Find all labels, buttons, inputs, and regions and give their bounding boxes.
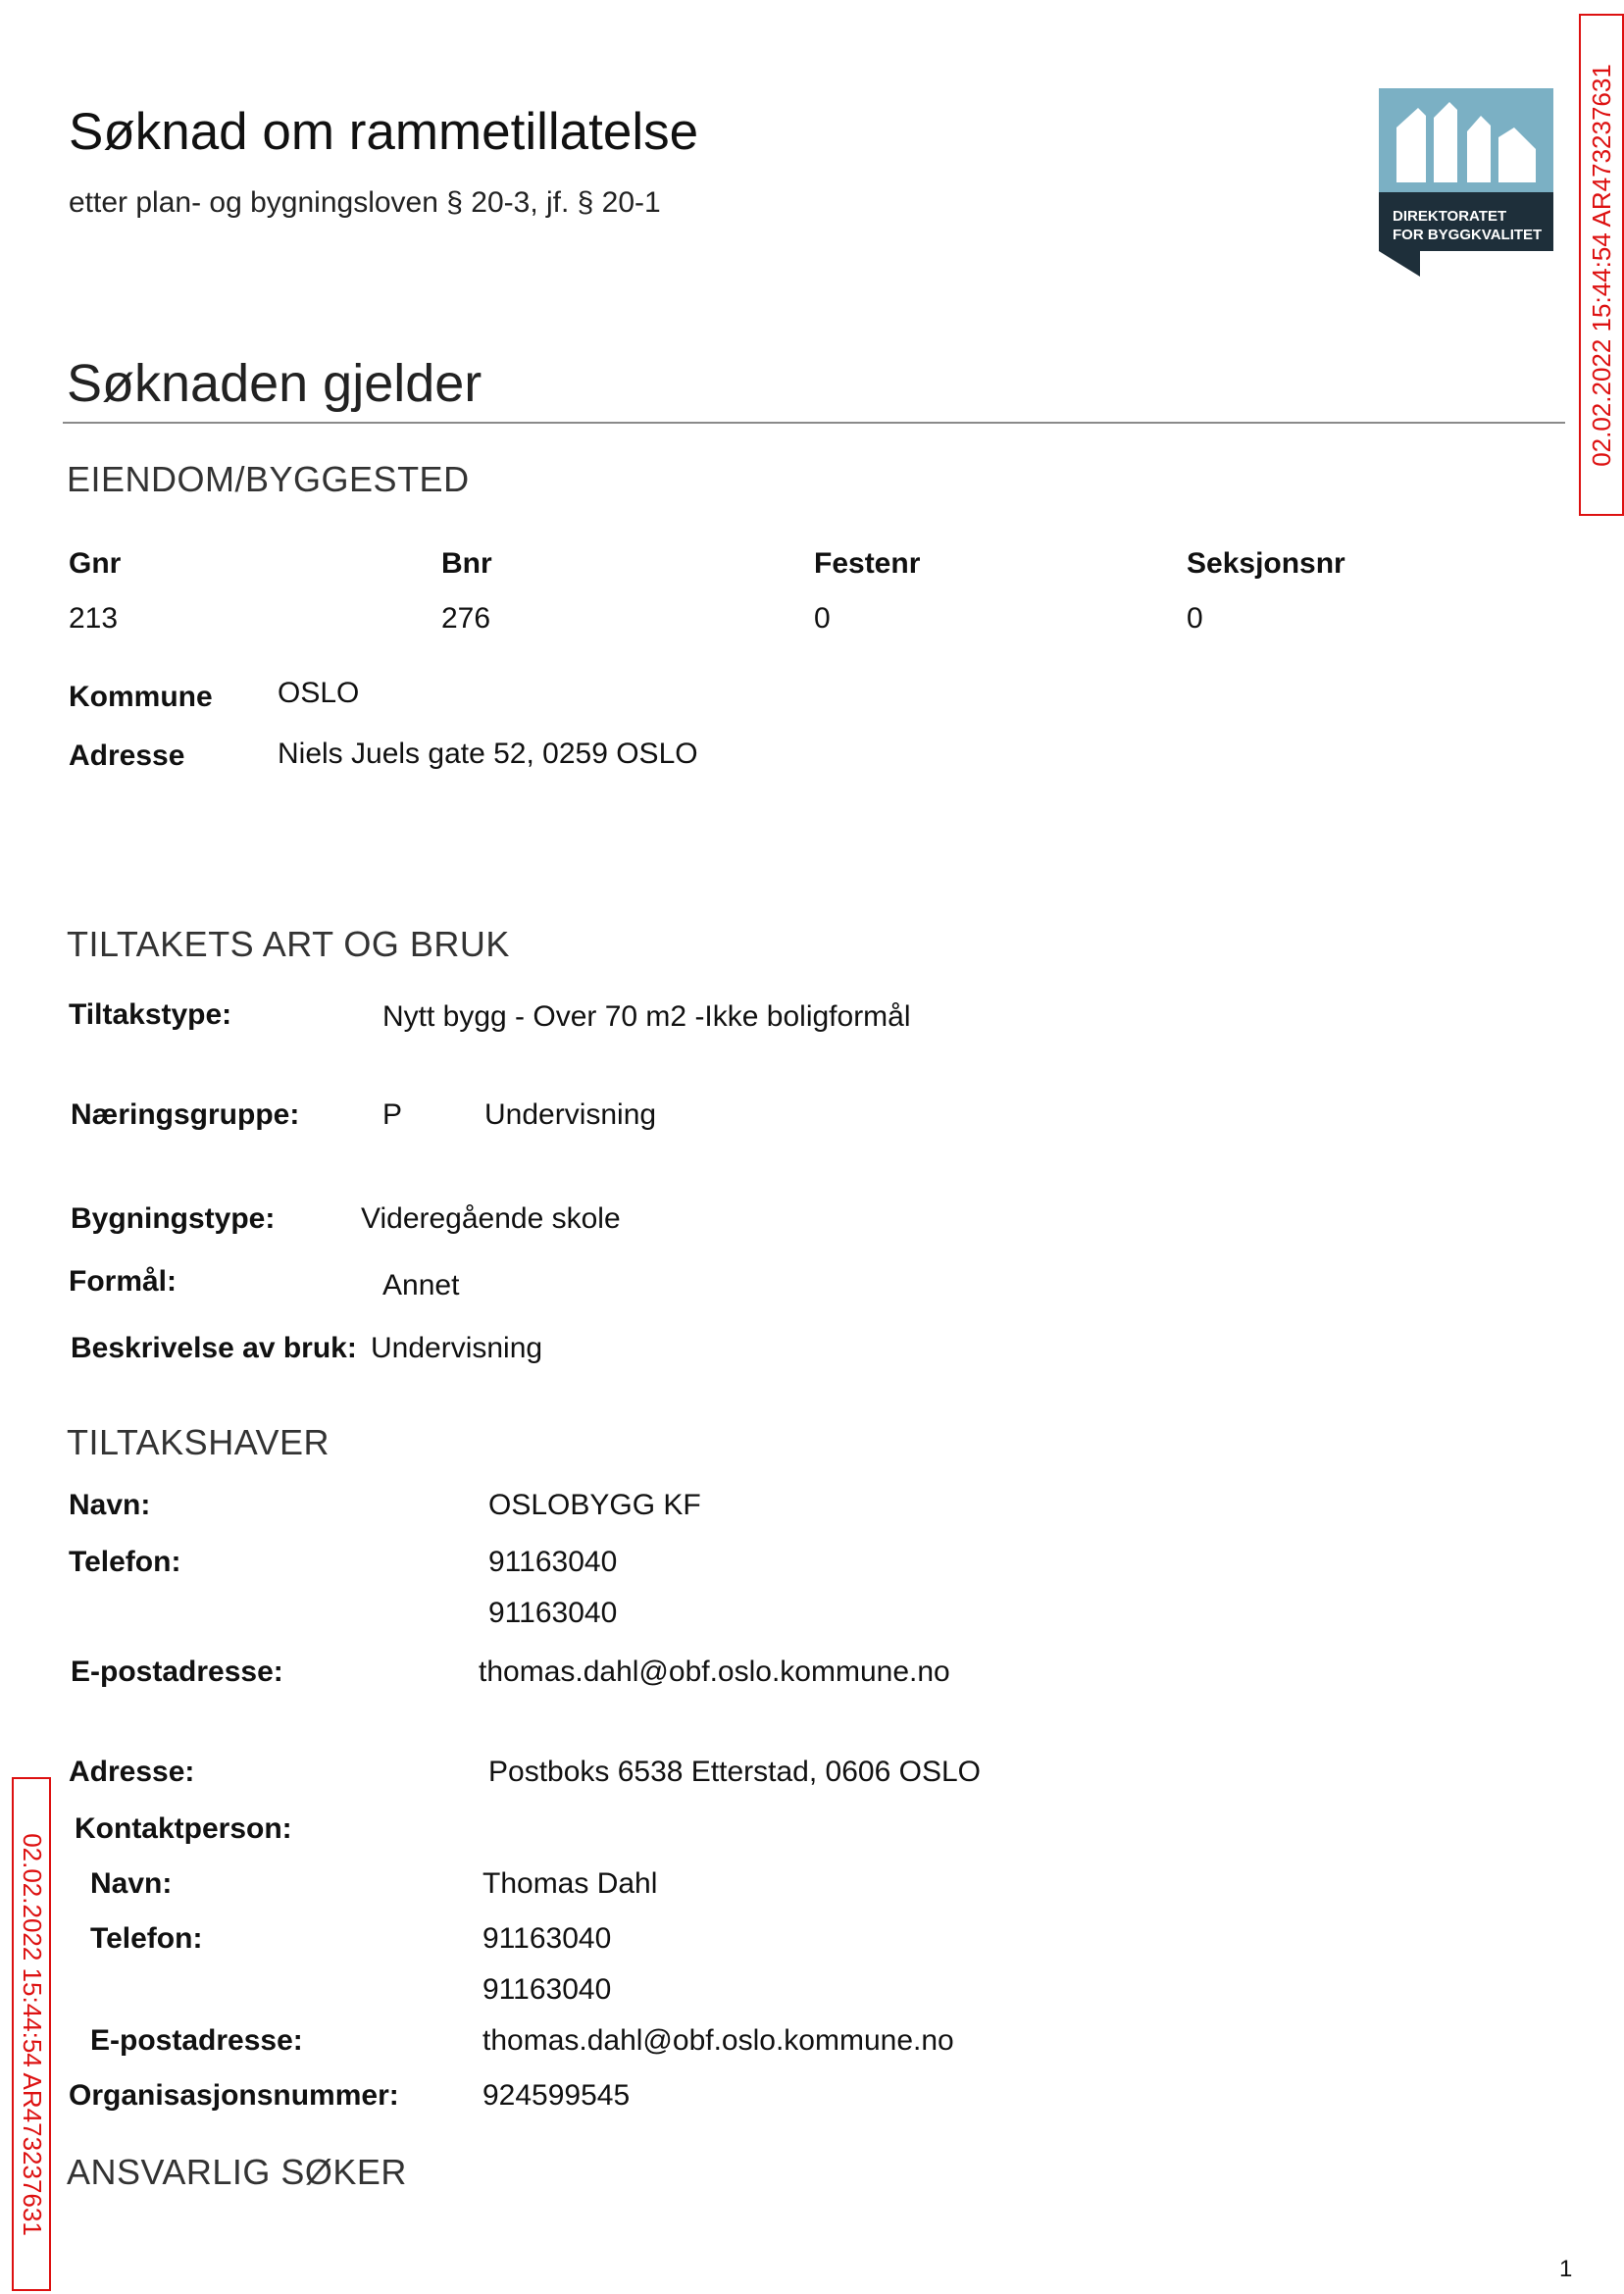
kontakt-navn-label: Navn: bbox=[90, 1867, 173, 1900]
festenr-value: 0 bbox=[814, 602, 831, 635]
dibk-logo bbox=[1379, 88, 1553, 277]
bygningstype-label: Bygningstype: bbox=[71, 1202, 276, 1235]
tiltakshaver-epost-value: thomas.dahl@obf.oslo.kommune.no bbox=[479, 1656, 950, 1688]
adresse-value: Niels Juels gate 52, 0259 OSLO bbox=[278, 738, 698, 770]
ansvarlig-soker-heading: ANSVARLIG SØKER bbox=[67, 2152, 407, 2192]
kommune-label: Kommune bbox=[69, 681, 213, 713]
tiltakshaver-adresse-label: Adresse: bbox=[69, 1756, 195, 1788]
section-divider bbox=[63, 422, 1565, 424]
tiltakshaver-telefon1: 91163040 bbox=[488, 1546, 618, 1578]
tiltakshaver-telefon2: 91163040 bbox=[488, 1597, 618, 1629]
tiltakshaver-heading: TILTAKSHAVER bbox=[67, 1422, 330, 1462]
seksjonsnr-value: 0 bbox=[1187, 602, 1203, 635]
kontakt-telefon2: 91163040 bbox=[482, 1973, 612, 2006]
tiltakshaver-navn-label: Navn: bbox=[69, 1489, 151, 1521]
tiltakstype-value: Nytt bygg - Over 70 m2 -Ikke boligformål bbox=[382, 1000, 911, 1033]
beskrivelse-label: Beskrivelse av bruk: bbox=[71, 1332, 357, 1364]
formal-value: Annet bbox=[382, 1269, 460, 1301]
tiltakshaver-adresse-value: Postboks 6538 Etterstad, 0606 OSLO bbox=[488, 1756, 981, 1788]
formal-label: Formål: bbox=[69, 1265, 178, 1298]
naeringsgruppe-code: P bbox=[382, 1098, 403, 1131]
logo-text-line2: FOR BYGGKVALITET bbox=[1393, 227, 1543, 243]
document-title: Søknad om rammetillatelse bbox=[69, 103, 699, 161]
kontakt-telefon1: 91163040 bbox=[482, 1922, 612, 1955]
gnr-label: Gnr bbox=[69, 547, 122, 580]
eiendom-heading: EIENDOM/BYGGESTED bbox=[67, 459, 470, 499]
section-title: Søknaden gjelder bbox=[67, 354, 482, 413]
kontakt-navn-value: Thomas Dahl bbox=[482, 1867, 658, 1900]
tiltakshaver-epost-label: E-postadresse: bbox=[71, 1656, 283, 1688]
adresse-label: Adresse bbox=[69, 739, 185, 772]
kontakt-epost-label: E-postadresse: bbox=[90, 2024, 303, 2057]
archive-stamp-bottom bbox=[12, 1777, 51, 2291]
kommune-value: OSLO bbox=[278, 677, 360, 709]
naeringsgruppe-label: Næringsgruppe: bbox=[71, 1098, 300, 1131]
orgnr-label: Organisasjonsnummer: bbox=[69, 2079, 399, 2112]
page-number: 1 bbox=[1559, 2256, 1573, 2282]
archive-stamp-text: 02.02.2022 15:44:54 AR473237631 bbox=[17, 1832, 47, 2236]
tiltakshaver-telefon-label: Telefon: bbox=[69, 1546, 181, 1578]
document-subtitle: etter plan- og bygningsloven § 20-3, jf. § 20-1 bbox=[69, 186, 661, 219]
kontakt-epost-value: thomas.dahl@obf.oslo.kommune.no bbox=[482, 2024, 954, 2057]
kontaktperson-label: Kontaktperson: bbox=[75, 1812, 292, 1845]
tiltakshaver-navn-value: OSLOBYGG KF bbox=[488, 1489, 701, 1521]
seksjonsnr-label: Seksjonsnr bbox=[1187, 547, 1345, 580]
archive-stamp-top bbox=[1579, 14, 1624, 516]
tiltak-heading: TILTAKETS ART OG BRUK bbox=[67, 924, 510, 964]
festenr-label: Festenr bbox=[814, 547, 921, 580]
bygningstype-value: Videregående skole bbox=[361, 1202, 621, 1235]
orgnr-value: 924599545 bbox=[482, 2079, 631, 2112]
gnr-value: 213 bbox=[69, 602, 119, 635]
archive-stamp-text: 02.02.2022 15:44:54 AR473237631 bbox=[1586, 63, 1616, 467]
naeringsgruppe-value: Undervisning bbox=[484, 1098, 657, 1131]
kontakt-telefon-label: Telefon: bbox=[90, 1922, 203, 1955]
tiltakstype-label: Tiltakstype: bbox=[69, 998, 232, 1031]
beskrivelse-value: Undervisning bbox=[371, 1332, 543, 1364]
bnr-label: Bnr bbox=[441, 547, 492, 580]
bnr-value: 276 bbox=[441, 602, 491, 635]
logo-text-line1: DIREKTORATET bbox=[1393, 208, 1507, 225]
